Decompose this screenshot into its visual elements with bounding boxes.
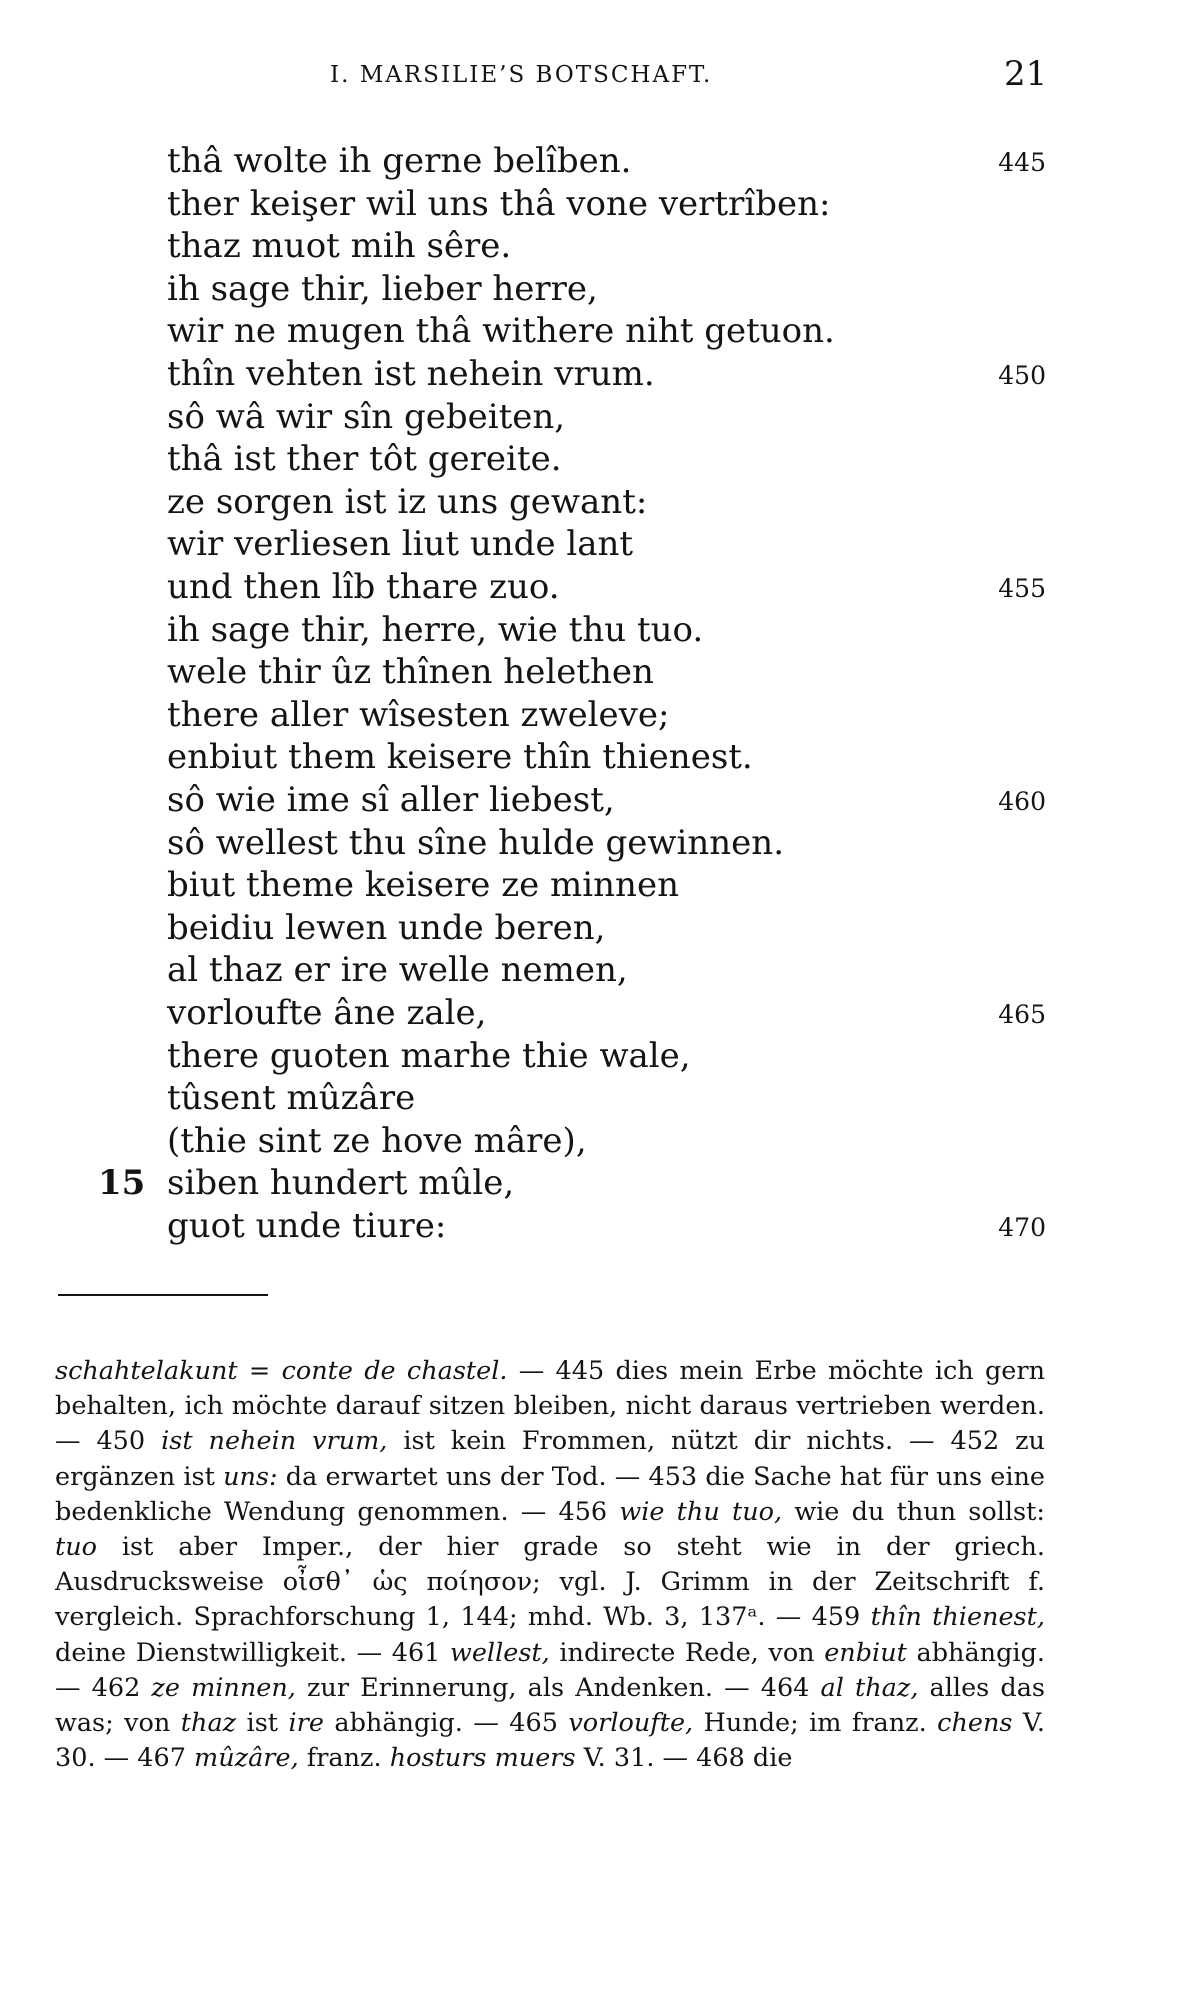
verse-line xyxy=(0,907,1203,949)
footnote-text: ist kein Frommen, nützt dir nichts. — 452 zu ergänzen ist xyxy=(55,1426,1045,1492)
verse-line xyxy=(0,225,1203,267)
verse-text: ih sage thir, lieber herre, xyxy=(167,268,598,309)
verse-line xyxy=(0,1035,1203,1077)
verse-text: sô wellest thu sîne hulde gewinnen. xyxy=(167,822,784,863)
verse-text: ther keişer wil uns thâ vone vertrîben: xyxy=(167,183,831,224)
footnote-term: schahtelakunt xyxy=(55,1356,238,1386)
footnote-text: indirecte Rede, von xyxy=(549,1637,825,1668)
footnote-term: hosturs muers xyxy=(389,1743,576,1774)
verse-text: tûsent mûzâre xyxy=(167,1078,416,1119)
verse-text: thâ wolte ih gerne belîben. xyxy=(167,141,632,181)
verse-text: ih sage thir, herre, wie thu tuo. xyxy=(167,609,704,650)
verse-text: biut theme keisere ze minnen xyxy=(167,865,679,906)
verse-text: wir ne mugen thâ withere niht getuon. xyxy=(167,311,835,352)
footnote-text: V. 31. — 468 die xyxy=(575,1743,793,1774)
line-number: 470 xyxy=(998,1213,1046,1242)
footnote-term: thîn thienest, xyxy=(870,1602,1045,1633)
verse-line xyxy=(0,822,1203,864)
verse-line xyxy=(0,694,1203,736)
footnote-term: chens xyxy=(937,1708,1013,1739)
line-number: 460 xyxy=(998,787,1046,816)
verse-text: und then lîb thare zuo. xyxy=(167,567,560,607)
verse-line xyxy=(0,183,1203,225)
footnote-text: ist aber Imper., der hier grade so steht wie in der griech. Ausdrucksweise οἶσθ᾽ ὡς ποίησον; vgl. J. Grimm in der Zeitschrift f. vergleich. Sprachforschung 1, 144; mhd. Wb. 3, 137ᵃ. — 459 xyxy=(55,1532,1045,1633)
verse-line xyxy=(0,353,1203,395)
line-number: 445 xyxy=(998,148,1046,177)
verse-text: guot unde tiure: xyxy=(167,1206,447,1246)
footnote-text: da erwartet uns der Tod. — 453 die Sache hat für uns eine bedenkliche Wendung genommen. — 456 xyxy=(55,1461,1045,1527)
margin-number: 15 xyxy=(98,1163,146,1204)
running-header: I. MARSILIE’S BOTSCHAFT. xyxy=(330,62,713,88)
footnote-term: ist nehein vrum, xyxy=(161,1426,388,1457)
verse-line xyxy=(0,396,1203,438)
verse-text: there guoten marhe thie wale, xyxy=(167,1035,691,1076)
footnote-text: — 445 dies mein Erbe möchte ich gern behalten, ich möchte darauf sitzen bleiben, nicht daraus vertrieben werden. — 450 xyxy=(55,1356,1045,1457)
verse-text: al thaz er ire welle nemen, xyxy=(167,950,628,991)
verse-line xyxy=(0,736,1203,778)
verse-line xyxy=(0,310,1203,352)
verse-line xyxy=(0,438,1203,480)
footnote-text: deine Dienstwilligkeit. — 461 xyxy=(55,1637,451,1668)
footnote-separator xyxy=(58,1294,268,1296)
verse-line xyxy=(0,1162,1203,1204)
verse-text: ze sorgen ist iz uns gewant: xyxy=(167,481,648,522)
footnote-term: thaz xyxy=(180,1708,237,1739)
verse-line xyxy=(0,566,1203,608)
verse-text: wir verliesen liut unde lant xyxy=(167,524,634,565)
footnote-text: franz. xyxy=(298,1743,390,1774)
verse-line xyxy=(0,140,1203,182)
verse-line xyxy=(0,481,1203,523)
verse-line xyxy=(0,651,1203,693)
line-number: 455 xyxy=(998,574,1046,603)
footnote-term: tuo xyxy=(55,1532,98,1563)
verse-line xyxy=(0,949,1203,991)
verse-text: there aller wîsesten zweleve; xyxy=(167,694,670,735)
line-number: 450 xyxy=(998,361,1046,390)
verse-line xyxy=(0,1205,1203,1247)
verse-text: thîn vehten ist nehein vrum. xyxy=(167,354,655,394)
verse-text: sô wâ wir sîn gebeiten, xyxy=(167,396,566,437)
footnote-text: Hunde; im franz. xyxy=(693,1708,938,1739)
footnote-term: wellest, xyxy=(450,1637,550,1668)
verse-text: vorloufte âne zale, xyxy=(167,993,487,1033)
verse-text: beidiu lewen unde beren, xyxy=(167,907,606,948)
footnote-term: wie thu tuo, xyxy=(619,1496,783,1527)
footnote-term: ze minnen, xyxy=(151,1672,296,1703)
verse-text: sô wie ime sî aller liebest, xyxy=(167,780,615,820)
footnote-term: uns: xyxy=(223,1461,278,1492)
footnote-text: abhängig. — 462 xyxy=(55,1637,1045,1703)
verse-line xyxy=(0,864,1203,906)
footnote-term: al thaz, xyxy=(820,1672,919,1703)
footnote-text: = xyxy=(237,1356,282,1386)
verse-line xyxy=(0,1077,1203,1119)
verse-text: thaz muot mih sêre. xyxy=(167,226,512,267)
footnote-text: wie du thun sollst: xyxy=(782,1496,1045,1527)
footnote-text: abhängig. — 465 xyxy=(323,1708,569,1739)
line-number: 465 xyxy=(998,1000,1046,1029)
verse-line xyxy=(0,523,1203,565)
verse-text: wele thir ûz thînen helethen xyxy=(167,652,654,693)
footnote-text: V. 30. — 467 xyxy=(55,1708,1045,1774)
verse-line xyxy=(0,1120,1203,1162)
verse-text: thâ ist ther tôt gereite. xyxy=(167,439,562,480)
footnote-term: enbiut xyxy=(824,1637,907,1668)
footnote-text: ist xyxy=(236,1708,289,1739)
footnote-text: alles das was; von xyxy=(55,1672,1045,1739)
footnote-term: ire xyxy=(288,1708,324,1739)
verse-line xyxy=(0,992,1203,1034)
verse-line xyxy=(0,779,1203,821)
footnote-term: conte de chastel. xyxy=(281,1356,508,1386)
page-number: 21 xyxy=(1004,54,1048,94)
footnote-term: vorloufte, xyxy=(568,1708,694,1739)
verse-text: (thie sint ze hove mâre), xyxy=(167,1120,587,1161)
verse-line xyxy=(0,609,1203,651)
verse-line xyxy=(0,268,1203,310)
footnotes xyxy=(55,1354,1045,1776)
verse-text: siben hundert mûle, xyxy=(167,1163,515,1204)
verse-text: enbiut them keisere thîn thienest. xyxy=(167,737,753,778)
footnote-term: mûzâre, xyxy=(194,1743,299,1774)
footnote-text: zur Erinnerung, als Andenken. — 464 xyxy=(295,1672,821,1703)
